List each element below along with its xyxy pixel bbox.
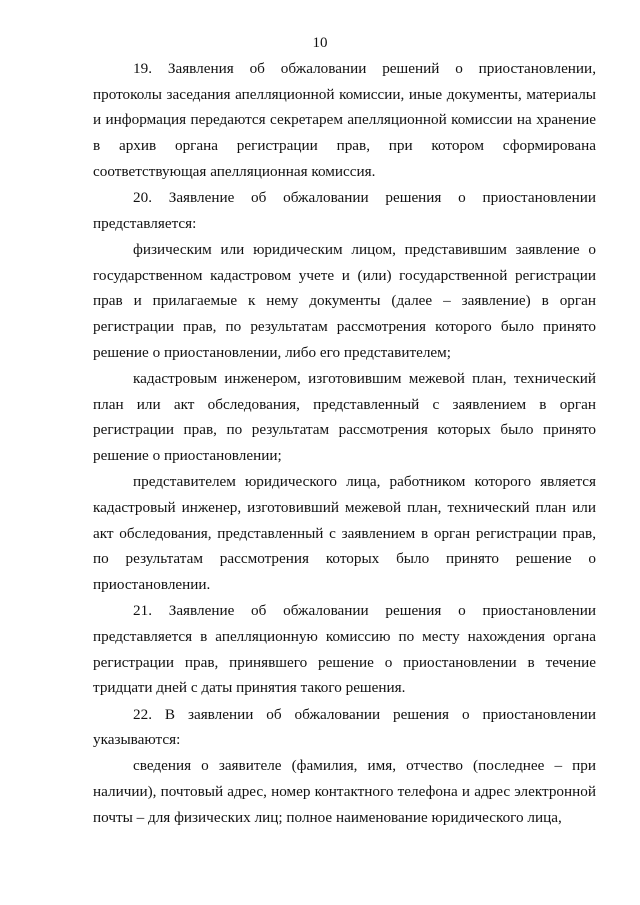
paragraph-21: 21. Заявление об обжаловании решения о приостановлении представляется в апелляционную комиссию по месту нахождения органа регистрации прав, принявшего решение о приостановлении в течение тридцати дней с даты принятия такого решения. (93, 602, 596, 697)
paragraph-20-item-applicant: физическим или юридическим лицом, представившим заявление о государственном кадастровом учете и (или) государственной регистрации прав и прилагаемые к нему документы (далее – заявление) в орган регистрации прав, по результатам рассмотрения которого было принято решение о приостановлении, либо его представителем; (93, 240, 596, 361)
document-body (93, 56, 596, 831)
paragraph-22-item-applicant-info: сведения о заявителе (фамилия, имя, отчество (последнее – при наличии), почтовый адрес, номер контактного телефона и адрес электронной почты – для физических лиц; полное наименование юридического лица, (93, 757, 596, 826)
paragraph-20: 20. Заявление об обжаловании решения о приостановлении представляется: (93, 189, 596, 232)
page-number: 10 (312, 35, 328, 51)
paragraph-19: 19. Заявления об обжаловании решений о приостановлении, протоколы заседания апелляционной комиссии, иные документы, материалы и информация передаются секретарем апелляционной комиссии на хранение в архив органа регистрации прав, при котором сформирована соответствующая апелляционная комиссия. (93, 60, 596, 180)
paragraph-22: 22. В заявлении об обжаловании решения о приостановлении указываются: (93, 705, 596, 749)
paragraph-20-item-legal-entity-representative: представителем юридического лица, работником которого является кадастровый инженер, изготовивший межевой план, технический план или акт обследования, представленный с заявлением в орган регистрации прав, по результатам рассмотрения которых было принято решение о приостановлении. (93, 473, 596, 594)
paragraph-20-item-cadastral-engineer: кадастровым инженером, изготовившим межевой план, технический план или акт обследования, представленный с заявлением в орган регистрации прав, по результатам рассмотрения которых было принято решение о приостановлении; (93, 369, 596, 465)
